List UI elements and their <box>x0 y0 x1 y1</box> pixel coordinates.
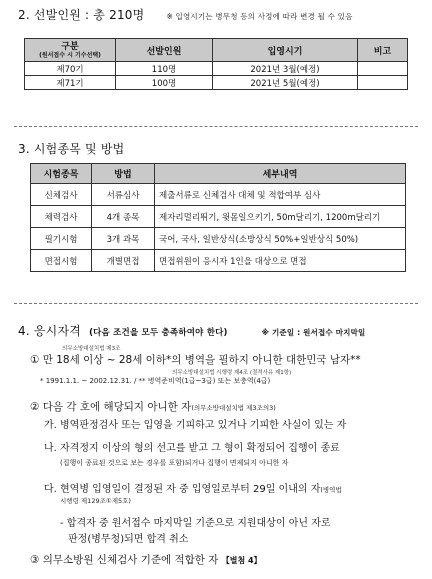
table-row <box>31 228 406 250</box>
item-2b-continued <box>60 457 288 468</box>
cell-details: 제자리멀리뛰기, 윗몸일으키기, 50m달리기, 1200m달리기 <box>155 206 406 228</box>
item-2-reference: (의무소방대설치법 제3조의3) <box>191 404 276 412</box>
header-enlist: 입영시기 <box>213 39 358 62</box>
item-2-text: ② 다음 각 호에 해당되지 아니한 자 <box>30 401 192 413</box>
cell-details: 면접위원이 응시자 1인을 대상으로 면접 <box>155 250 406 272</box>
item-3-attachment-tag: 【별첨 4】 <box>221 556 262 565</box>
cell-count: 100명 <box>116 76 213 90</box>
cell-division: 제71기 <box>25 76 116 90</box>
table-header-row <box>31 164 406 184</box>
table-row <box>25 62 408 76</box>
item-3-text: ③ 의무소방원 신체검사 기준에 적합한 자 <box>30 554 219 566</box>
item-1-reference: 의무소방대설치법 제3조 <box>62 346 121 352</box>
section-3-title: 3. 시험종목 및 방법 <box>18 142 125 156</box>
section-2-heading: 2. 선발인원 : 총 210명 <box>18 8 145 22</box>
cell-method: 3개 과목 <box>92 228 155 250</box>
divider <box>14 303 418 304</box>
cell-remarks <box>358 76 408 90</box>
table-header-row <box>25 39 408 62</box>
table-row <box>31 250 406 272</box>
item-2c-reference-2: 시행령 제129조①제5호) <box>60 497 131 505</box>
header-remarks: 비고 <box>358 39 408 62</box>
item-2b: 나. 자격정지 이상의 형의 선고를 받고 그 형이 확정되어 집행이 종료 <box>44 443 340 454</box>
header-division <box>25 39 116 62</box>
item-3 <box>30 552 262 567</box>
item-2 <box>30 399 276 414</box>
header-exam: 시험종목 <box>31 164 92 184</box>
divider <box>14 126 418 127</box>
cell-enlist: 2021년 5월(예정) <box>213 76 358 90</box>
header-method: 방법 <box>92 164 155 184</box>
table-row <box>31 184 406 206</box>
item-2c <box>44 480 342 495</box>
item-2d: - 합격자 중 원서접수 마지막일 기준으로 지원대상이 아닌 자로 <box>60 518 331 529</box>
section-4-heading: 4. 응시자격 <box>18 324 82 338</box>
item-2d-continued: 판정(병무청)되면 합격 취소 <box>68 534 189 545</box>
cell-exam: 신체검사 <box>31 184 92 206</box>
item-1-subnote: * 1991.1.1. ~ 2002.12.31. / ** 병역준비역(1급~3급) 또는 보충역(4급) <box>40 377 271 385</box>
item-2b-continued-text: (집행이 종료된 것으로 보는 경우를 포함)되거나 집행이 면제되지 아니한 자 <box>60 459 289 467</box>
cell-method: 개별면접 <box>92 250 155 272</box>
header-division-sub: (원서접수 시 기수선택) <box>39 51 101 59</box>
personnel-table <box>24 38 408 90</box>
item-1: ① 만 18세 이상 ~ 28세 이하*의 병역을 필하지 아니한 대한민국 남자** <box>30 354 361 366</box>
cell-method: 4개 종목 <box>92 206 155 228</box>
header-details: 세부내역 <box>155 164 406 184</box>
section-4-title <box>18 322 365 339</box>
cell-division: 제70기 <box>25 62 116 76</box>
section-2-note: ※ 입영시기는 병무청 등의 사정에 따라 변경 될 수 있음 <box>166 12 353 21</box>
item-1-reference-2: 의무소방대설치법 시행령 제4조 (결격사유 제1항) <box>172 370 292 376</box>
cell-details: 제출서류로 신체검사 대체 및 적합여부 심사 <box>155 184 406 206</box>
cell-method: 서류심사 <box>92 184 155 206</box>
exam-table <box>30 163 406 272</box>
cell-count: 110명 <box>116 62 213 76</box>
header-division-label: 구분 <box>61 41 79 52</box>
cell-exam: 필기시험 <box>31 228 92 250</box>
cell-exam: 면접시험 <box>31 250 92 272</box>
item-2c-reference: (병역법 <box>320 486 342 494</box>
section-4-condition: (다음 조건을 모두 충족하여야 한다) <box>89 328 228 338</box>
section-2-title <box>18 6 353 23</box>
header-count: 선발인원 <box>116 39 213 62</box>
cell-exam: 체력검사 <box>31 206 92 228</box>
cell-remarks <box>358 62 408 76</box>
item-2a: 가. 병역판정검사 또는 입영을 기피하고 있거나 기피한 사실이 있는 자 <box>44 420 347 431</box>
section-4-note: ※ 기준일 : 원서접수 마지막일 <box>261 328 366 337</box>
item-2c-text: 다. 현역병 입영일이 결정된 자 중 입영일로부터 29일 이내의 자 <box>44 484 321 495</box>
cell-details: 국어, 국사, 일반상식(소방상식 50%+일반상식 50%) <box>155 228 406 250</box>
cell-enlist: 2021년 3월(예정) <box>213 62 358 76</box>
table-row <box>31 206 406 228</box>
table-row <box>25 76 408 90</box>
